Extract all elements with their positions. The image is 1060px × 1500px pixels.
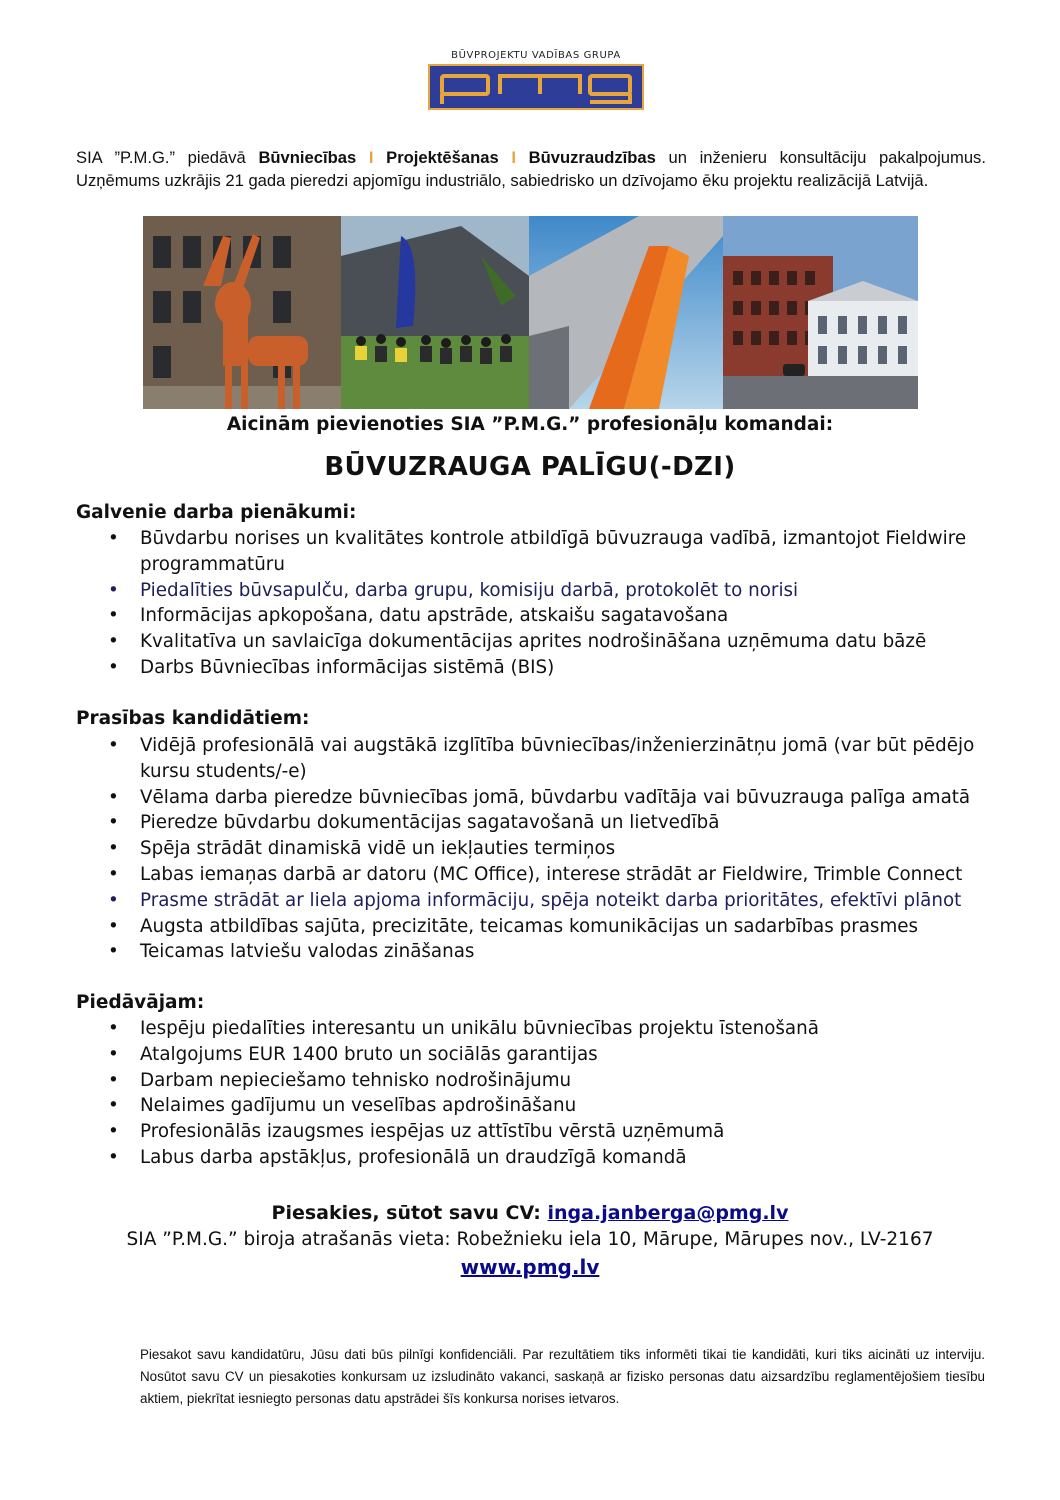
logo-caption: BŪVPROJEKTU VADĪBAS GRUPA	[451, 50, 621, 61]
list-item: • Piedalīties būvsapulču, darba grupu, komisiju darbā, protokolēt to norisi	[76, 578, 1006, 604]
duties-list	[76, 526, 1006, 681]
pmg-logo-icon	[430, 66, 642, 108]
list-item: • Prasme strādāt ar liela apjoma informāciju, spēja noteikt darba prioritātes, efektīvi plānot	[76, 888, 1006, 914]
photo-orange-architecture	[529, 216, 723, 409]
list-item: • Darbs Būvniecības informācijas sistēmā (BIS)	[76, 655, 1006, 681]
offer-heading: Piedāvājam:	[76, 992, 205, 1013]
service-construction: Būvniecības	[258, 148, 357, 167]
photo-deer-sculpture	[143, 216, 341, 409]
job-title: BŪVUZRAUGA PALĪGU(-DZI)	[324, 452, 736, 482]
service-design: Projektēšanas	[386, 148, 499, 167]
requirements-list	[76, 733, 1006, 965]
separator-1: I	[368, 148, 374, 167]
office-address: SIA ”P.M.G.” biroja atrašanās vieta: Robežnieku iela 10, Mārupe, Mārupes nov., LV-2167	[126, 1229, 934, 1250]
email-link[interactable]: inga.janberga@pmg.lv	[547, 1202, 789, 1224]
list-item: • Darbam nepieciešamo tehnisko nodrošinājumu	[76, 1068, 1006, 1094]
service-supervision: Būvuzraudzības	[528, 148, 656, 167]
list-item: • Informācijas apkopošana, datu apstrāde, atskaišu sagatavošana	[76, 603, 1006, 629]
list-item: • Teicamas latviešu valodas zināšanas	[76, 939, 1006, 965]
list-item: • Labus darba apstākļus, profesionālā un draudzīgā komandā	[76, 1145, 1006, 1171]
apply-line	[0, 1202, 1060, 1224]
photo-buildings-street	[723, 216, 918, 409]
requirements-heading: Prasības kandidātiem:	[76, 708, 310, 729]
photo-team-group	[341, 216, 529, 409]
list-item: • Pieredze būvdarbu dokumentācijas sagatavošanā un lietvedībā	[76, 810, 1006, 836]
invitation-heading: Aicinām pievienoties SIA ”P.M.G.” profesionāļu komandai:	[226, 414, 834, 435]
list-item: • Labas iemaņas darbā ar datoru (MC Office), interese strādāt ar Fieldwire, Trimble Connect	[76, 862, 1006, 888]
privacy-notice: Piesakot savu kandidatūru, Jūsu dati būs pilnīgi konfidenciāli. Par rezultātiem tiks informēti tikai tie kandidāti, kuri tiks aicināti uz interviju. Nosūtot savu CV un piesakoties konkursam uz izsludināto vakanci, saskaņā ar fizisko personas datu aizsardzību reglamentējošiem tiesību aktiem, piekrītat iesniegto personas datu apstrādei šīs konkursa norises ietvaros.	[140, 1347, 985, 1406]
pmg-logo-mark	[428, 64, 644, 110]
list-item: • Nelaimes gadījumu un veselības apdrošināšanu	[76, 1093, 1006, 1119]
separator-2: I	[511, 148, 516, 167]
list-item: • Vēlama darba pieredze būvniecības jomā, būvdarbu vadītāja vai būvuzrauga palīga amatā	[76, 785, 1006, 811]
apply-label: Piesakies, sūtot savu CV:	[271, 1202, 548, 1224]
list-item: • Augsta atbildības sajūta, precizitāte, teicamas komunikācijas un sadarbības prasmes	[76, 914, 1006, 940]
list-item: • Vidējā profesionālā vai augstākā izglītība būvniecības/inženierzinātņu jomā (var būt pēdējo kursu students/-e)	[76, 733, 1006, 785]
intro-part2: un inženieru konsultāciju pakalpojumus. Uzņēmums uzkrājis 21 gada pieredzi apjomīgu industriālo, sabiedrisko un dzīvojamo ēku projektu realizācijā Latvijā.	[76, 148, 986, 190]
company-logo	[428, 50, 644, 112]
duties-heading: Galvenie darba pienākumi:	[76, 502, 357, 523]
offer-list	[76, 1016, 1006, 1171]
list-item: • Spēja strādāt dinamiskā vidē un iekļauties termiņos	[76, 836, 1006, 862]
list-item: • Profesionālās izaugsmes iespējas uz attīstību vērstā uzņēmumā	[76, 1119, 1006, 1145]
website-line	[0, 1255, 1060, 1279]
photo-collage	[143, 216, 918, 409]
intro-paragraph	[76, 146, 986, 192]
website-link[interactable]: www.pmg.lv	[460, 1255, 600, 1279]
list-item: • Iespēju piedalīties interesantu un unikālu būvniecības projektu īstenošanā	[76, 1016, 1006, 1042]
list-item: • Atalgojums EUR 1400 bruto un sociālās garantijas	[76, 1042, 1006, 1068]
list-item: • Kvalitatīva un savlaicīga dokumentācijas aprites nodrošināšana uzņēmuma datu bāzē	[76, 629, 1006, 655]
list-item: • Būvdarbu norises un kvalitātes kontrole atbildīgā būvuzrauga vadībā, izmantojot Fieldwire programmatūru	[76, 526, 1006, 578]
intro-part1: SIA ”P.M.G.” piedāvā	[76, 148, 259, 167]
